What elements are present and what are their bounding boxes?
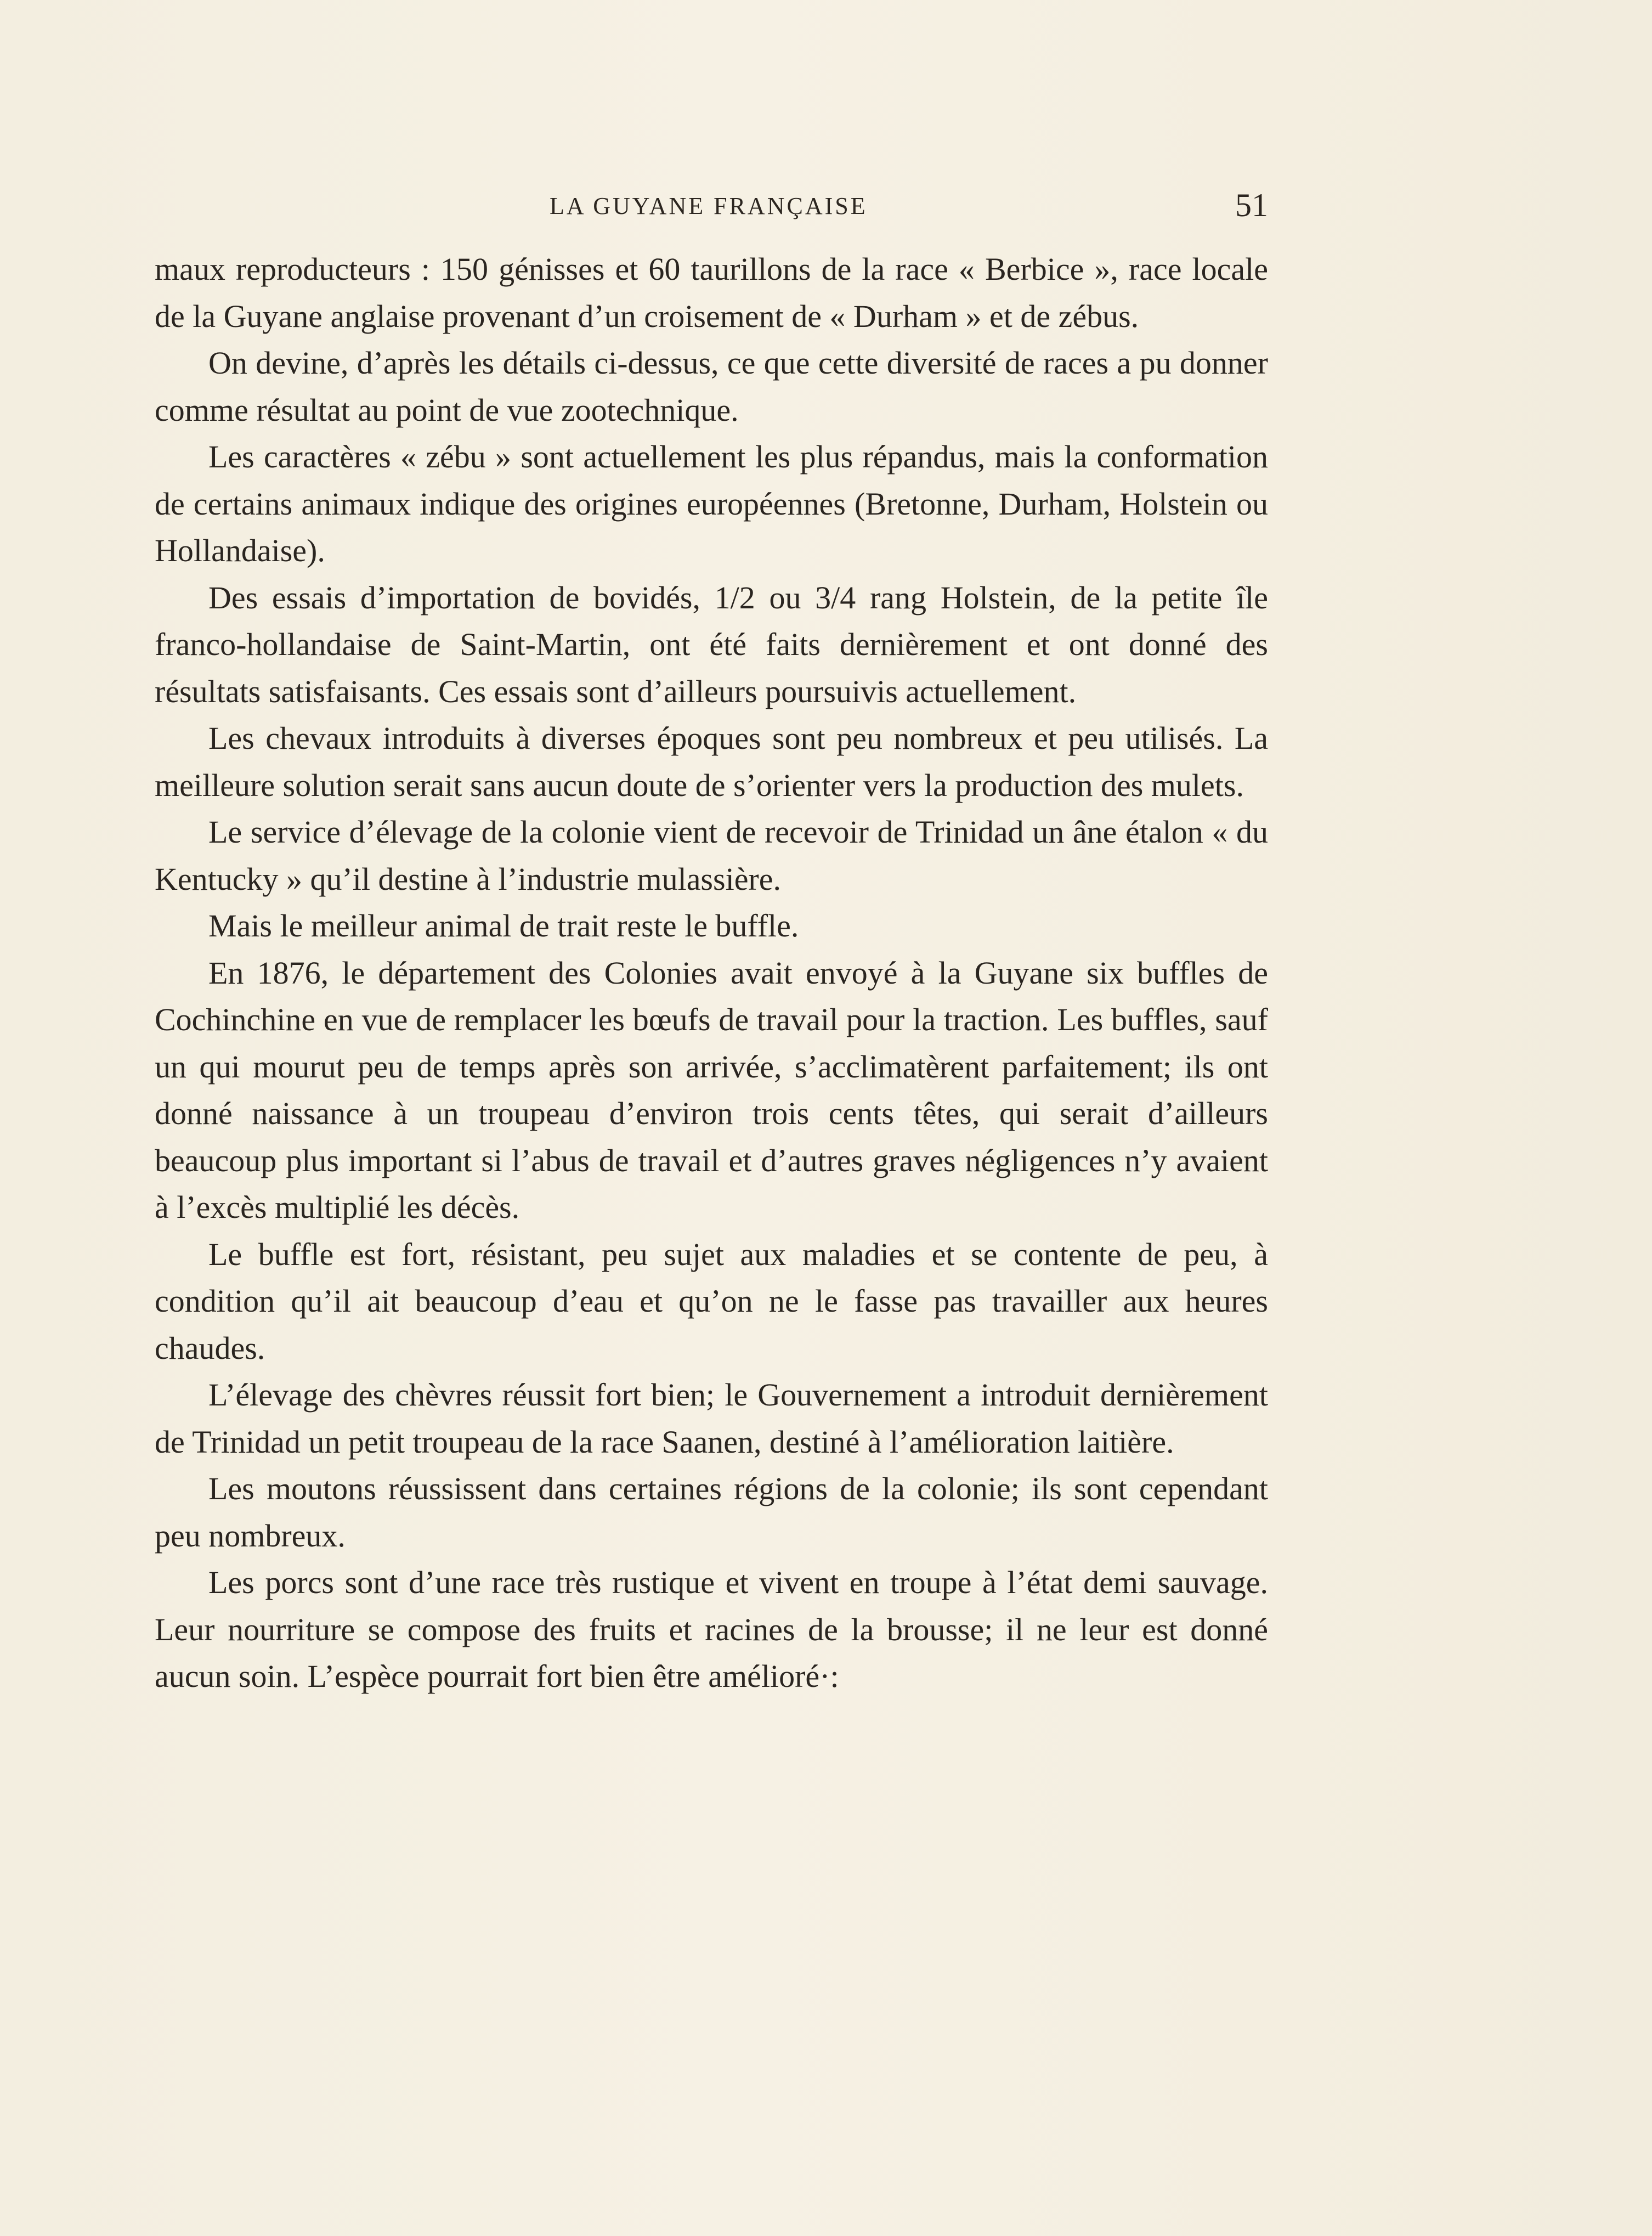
paragraph: Les caractères « zébu » sont actuellement les plus répandus, mais la conformation de certains animaux indique des origines européennes (Bretonne, Durham, Holstein ou Hollandaise). bbox=[155, 439, 1268, 568]
paragraph: Les chevaux introduits à diverses époques sont peu nombreux et peu utilisés. La meilleure solution serait sans aucun doute de s’orienter vers la production des mulets. bbox=[155, 720, 1268, 803]
paragraph: Mais le meilleur animal de trait reste le buffle. bbox=[208, 908, 799, 944]
paragraph: Des essais d’importation de bovidés, 1/2 ou 3/4 rang Holstein, de la petite île franco-hollandaise de Saint-Martin, ont été faits dernièrement et ont donné des résultats satisfaisants. Ces essais sont d’ailleurs poursuivis actuellement. bbox=[155, 579, 1268, 709]
paragraph: Les moutons réussissent dans certaines régions de la colonie; ils sont cependant peu nombreux. bbox=[155, 1471, 1268, 1554]
body-text bbox=[155, 246, 1268, 1700]
page-number: 51 bbox=[1235, 187, 1268, 223]
paragraph: Le buffle est fort, résistant, peu sujet aux maladies et se contente de peu, à condition qu’il ait beaucoup d’eau et qu’on ne le fasse pas travailler aux heures chaudes. bbox=[155, 1236, 1268, 1366]
paragraph: Les porcs sont d’une race très rustique et vivent en troupe à l’état demi sauvage. Leur nourriture se compose des fruits et racines de la brousse; il ne leur est donné aucun soin. L’espèce pourrait fort bien être amélioré·: bbox=[155, 1565, 1268, 1694]
paragraph: On devine, d’après les détails ci-dessus, ce que cette diversité de races a pu donner comme résultat au point de vue zootechnique. bbox=[155, 345, 1268, 428]
paragraph: Le service d’élevage de la colonie vient de recevoir de Trinidad un âne étalon « du Kentucky » qu’il destine à l’industrie mulassière. bbox=[155, 814, 1268, 897]
paragraph-continued: maux reproducteurs : 150 génisses et 60 taurillons de la race « Berbice », race locale de la Guyane anglaise provenant d’un croisement de « Durham » et de zébus. bbox=[155, 251, 1268, 334]
running-head bbox=[155, 187, 1268, 230]
paragraph: En 1876, le département des Colonies avait envoyé à la Guyane six buffles de Cochinchine en vue de remplacer les bœufs de travail pour la traction. Les buffles, sauf un qui mourut peu de temps après son arrivée, s’acclimatèrent parfaitement; ils ont donné naissance à un troupeau d’environ trois cents têtes, qui serait d’ailleurs beaucoup plus important si l’abus de travail et d’autres graves négligences n’y avaient à l’excès multiplié les décès. bbox=[155, 955, 1268, 1225]
paragraph: L’élevage des chèvres réussit fort bien; le Gouvernement a introduit dernièrement de Trinidad un petit troupeau de la race Saanen, destiné à l’amélioration laitière. bbox=[155, 1377, 1268, 1460]
running-title: LA GUYANE FRANÇAISE bbox=[550, 193, 868, 219]
